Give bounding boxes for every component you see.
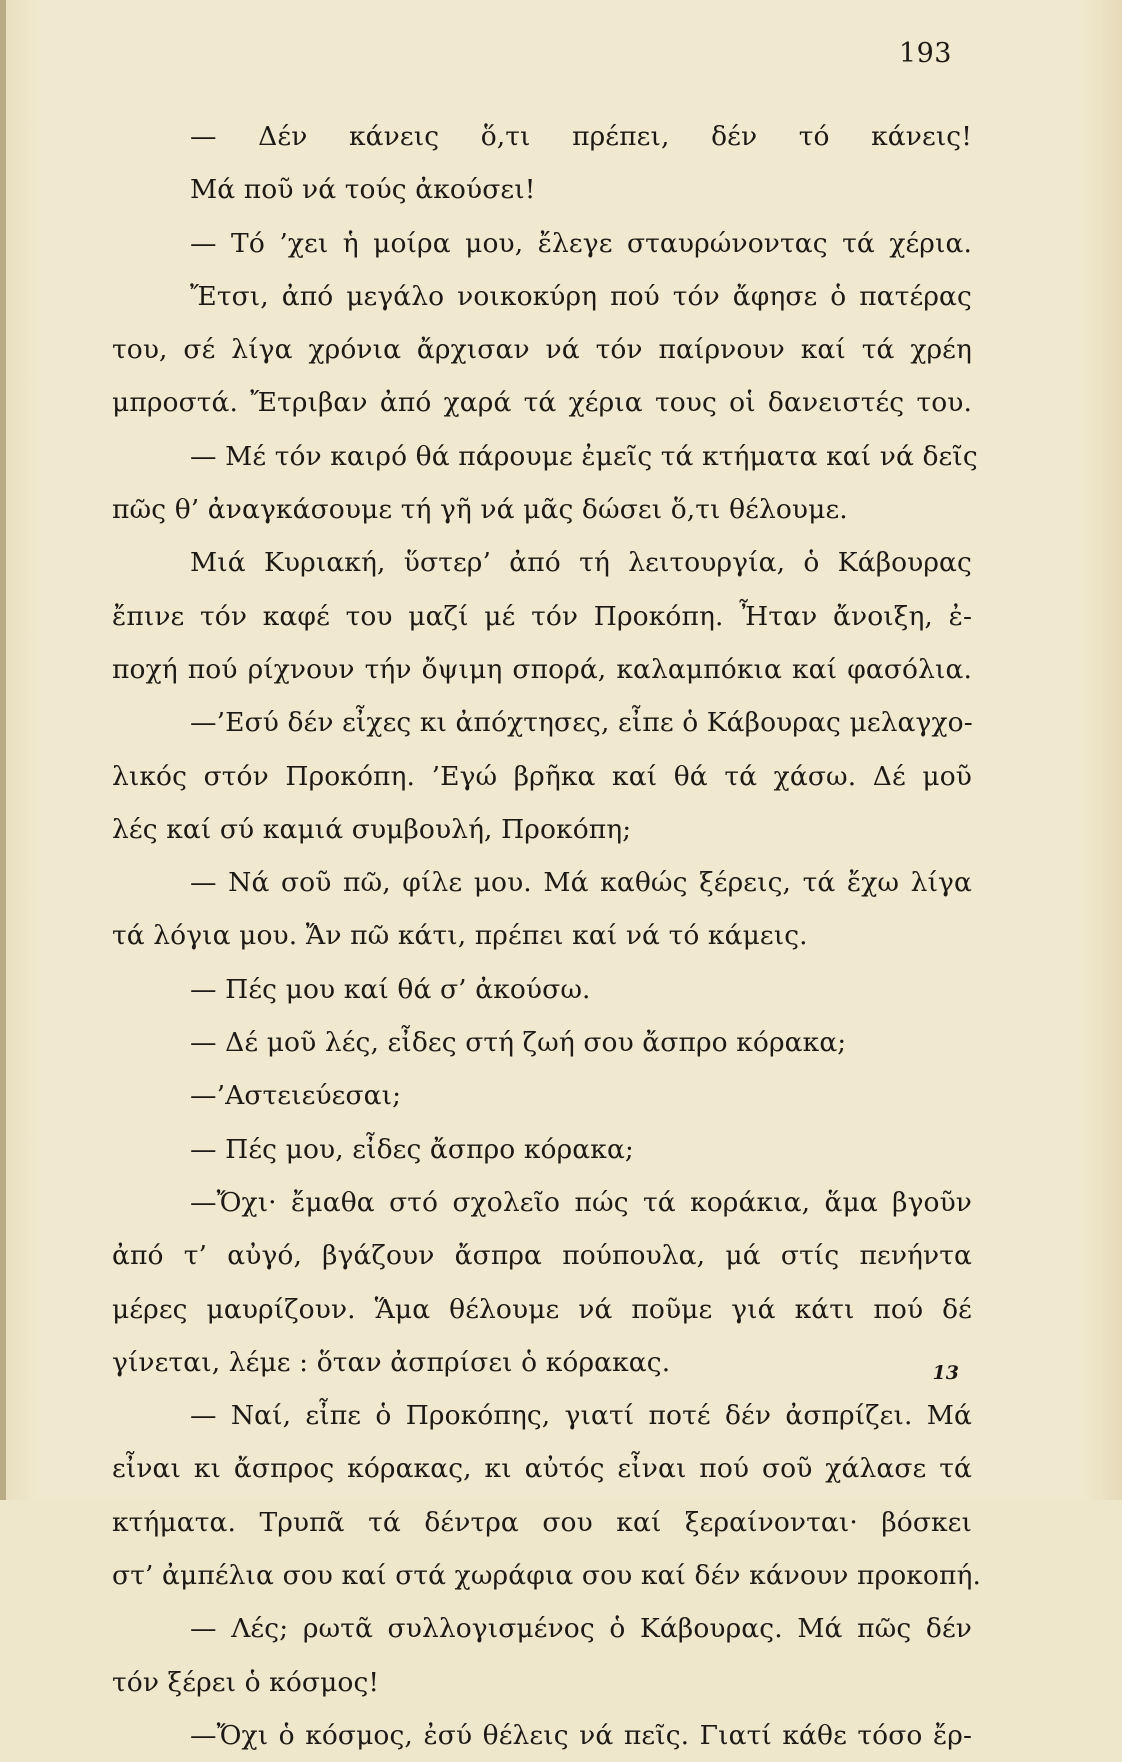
text-line: τά λόγια μου. Ἄν πῶ κάτι, πρέπει καί νά τό κάμεις. (112, 920, 808, 952)
text-line: Ἔτσι, ἀπό μεγάλο νοικοκύρη πού τόν ἄφησε ὁ πατέρας (190, 280, 972, 312)
text-line: — Πές μου καί θά σ’ ἀκούσω. (190, 973, 591, 1005)
text-line: ἀπό τ’ αὐγό, βγάζουν ἄσπρα πούπουλα, μά στίς πενήντα (112, 1240, 972, 1272)
text-line: Μιά Κυριακή, ὕστερ’ ἀπό τή λειτουργία, ὁ Κάβουρας (190, 547, 972, 579)
signature-mark: 13 (932, 1362, 959, 1384)
page-edge (0, 0, 6, 1500)
text-line: γίνεται, λέμε : ὅταν ἀσπρίσει ὁ κόρακας. (112, 1346, 671, 1378)
text-line: μέρες μαυρίζουν. Ἅμα θέλουμε νά ποῦμε γιά κάτι πού δέ (112, 1293, 972, 1325)
text-line: —’Αστειεύεσαι; (190, 1080, 402, 1112)
text-line: —Ὄχι· ἔμαθα στό σχολεῖο πώς τά κοράκια, ἅμα βγοῦν (190, 1186, 972, 1218)
text-line: στ’ ἀμπέλια σου καί στά χωράφια σου καί δέν κάνουν προκοπή. (112, 1560, 981, 1592)
text-line: εἶναι κι ἄσπρος κόρακας, κι αὐτός εἶναι πού σοῦ χάλασε τά (112, 1453, 972, 1485)
text-line: μπροστά. Ἔτριβαν ἀπό χαρά τά χέρια τους οἱ δανειστές του. (112, 387, 972, 419)
text-line: — Δέ μοῦ λές, εἶδες στή ζωή σου ἄσπρο κόρακα; (190, 1027, 847, 1059)
text-line: — Τό ’χει ἡ μοίρα μου, ἔλεγε σταυρώνοντας τά χέρια. (190, 227, 972, 259)
text-line: —’Εσύ δέν εἶχες κι ἀπόχτησες, εἶπε ὁ Κάβουρας μελαγχο- (190, 707, 973, 739)
text-line: — Δέν κάνεις ὅ,τι πρέπει, δέν τό κάνεις! (190, 121, 972, 152)
text-line: — Μέ τόν καιρό θά πάρουμε ἐμεῖς τά κτήματα καί νά δεῖς (190, 440, 978, 472)
text-line: — Πές μου, εἶδες ἄσπρο κόρακα; (190, 1133, 634, 1165)
text-line: λικός στόν Προκόπη. ’Εγώ βρῆκα καί θά τά χάσω. Δέ μοῦ (112, 760, 972, 792)
body-text (112, 110, 981, 1762)
text-line: του, σέ λίγα χρόνια ἄρχισαν νά τόν παίρνουν καί τά χρέη (112, 334, 972, 366)
text-line: — Ναί, εἶπε ὁ Προκόπης, γιατί ποτέ δέν ἀσπρίζει. Μά (190, 1400, 972, 1432)
text-line: λές καί σύ καμιά συμβουλή, Προκόπη; (112, 813, 632, 845)
text-line: Μά ποῦ νά τούς ἀκούσει! (190, 174, 536, 206)
text-line: πῶς θ’ ἀναγκάσουμε τή γῆ νά μᾶς δώσει ὅ,τι θέλουμε. (112, 494, 848, 526)
text-line: — Λές; ρωτᾶ συλλογισμένος ὁ Κάβουρας. Μά πῶς δέν (190, 1613, 972, 1645)
text-line: κτήματα. Τρυπᾶ τά δέντρα σου καί ξεραίνονται· βόσκει (112, 1506, 972, 1538)
text-line: —Ὄχι ὁ κόσμος, ἐσύ θέλεις νά πεῖς. Γιατί κάθε τόσο ἔρ- (190, 1719, 972, 1751)
text-line: ποχή πού ρίχνουν τήν ὄψιμη σπορά, καλαμπόκια καί φασόλια. (112, 653, 972, 685)
text-line: — Νά σοῦ πῶ, φίλε μου. Μά καθώς ξέρεις, τά ἔχω λίγα (190, 867, 972, 899)
text-line: τόν ξέρει ὁ κόσμος! (112, 1666, 380, 1698)
text-line: ἔπινε τόν καφέ του μαζί μέ τόν Προκόπη. Ἦταν ἄνοιξη, ἐ- (112, 600, 972, 632)
page-number: 193 (898, 38, 952, 69)
